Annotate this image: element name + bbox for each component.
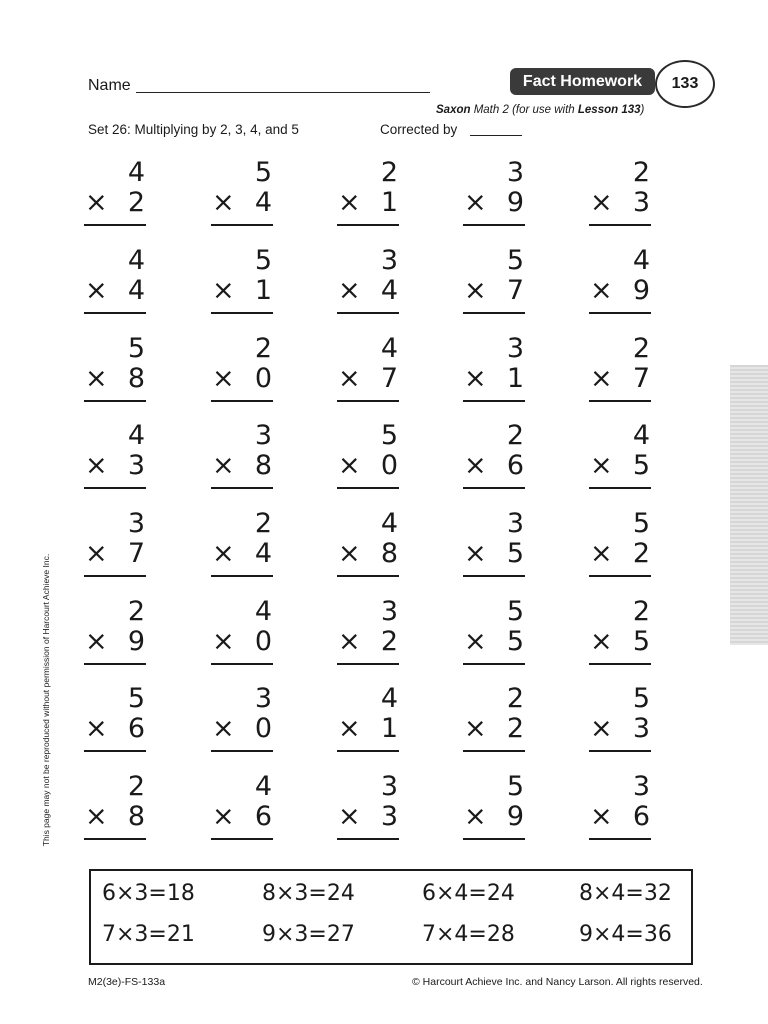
problem (464, 509, 524, 589)
problem (338, 246, 398, 326)
times-sign: × (85, 626, 108, 657)
multiplicand: 3 (254, 420, 272, 451)
multiplicand: 2 (127, 771, 145, 802)
times-sign: × (212, 275, 235, 306)
multiplicand: 3 (506, 333, 524, 364)
multiplicand: 3 (380, 596, 398, 627)
multiplicand: 5 (506, 596, 524, 627)
multiplicand: 5 (254, 157, 272, 188)
problem (212, 772, 272, 852)
problem (212, 421, 272, 501)
multiplicand: 2 (254, 508, 272, 539)
times-sign: × (590, 363, 613, 394)
multiplier: 6 (254, 801, 272, 832)
answer-line[interactable] (463, 224, 525, 226)
multiplicand: 5 (506, 245, 524, 276)
times-sign: × (464, 450, 487, 481)
multiplicand: 3 (127, 508, 145, 539)
multiplier: 5 (506, 538, 524, 569)
fact-item: 6×4=24 (422, 881, 515, 906)
times-sign: × (590, 275, 613, 306)
multiplier: 9 (506, 801, 524, 832)
problem (590, 334, 650, 414)
multiplier: 5 (632, 450, 650, 481)
multiplicand: 4 (632, 420, 650, 451)
multiplicand: 4 (380, 508, 398, 539)
multiplicand: 5 (632, 508, 650, 539)
problem (212, 158, 272, 238)
multiplier: 7 (506, 275, 524, 306)
answer-line[interactable] (84, 575, 146, 577)
answer-line[interactable] (84, 663, 146, 665)
answer-line[interactable] (84, 750, 146, 752)
answer-line[interactable] (589, 312, 651, 314)
answer-line[interactable] (589, 487, 651, 489)
times-sign: × (464, 187, 487, 218)
times-sign: × (590, 450, 613, 481)
multiplier: 7 (127, 538, 145, 569)
multiplicand: 5 (254, 245, 272, 276)
name-field-line[interactable] (136, 92, 430, 93)
multiplicand: 4 (254, 596, 272, 627)
answer-line[interactable] (589, 400, 651, 402)
problem (338, 509, 398, 589)
times-sign: × (212, 538, 235, 569)
answer-line[interactable] (463, 750, 525, 752)
problem (464, 334, 524, 414)
copyright-notice: © Harcourt Achieve Inc. and Nancy Larson. All rights reserved. (412, 976, 703, 988)
multiplier: 7 (632, 363, 650, 394)
problem (464, 597, 524, 677)
multiplier: 3 (632, 187, 650, 218)
multiplier: 7 (380, 363, 398, 394)
times-sign: × (464, 713, 487, 744)
problem (464, 421, 524, 501)
answer-line[interactable] (211, 487, 273, 489)
reproduction-notice: This page may not be reproduced without permission of Harcourt Achieve Inc. (41, 553, 51, 847)
fact-item: 8×4=32 (579, 881, 672, 906)
multiplicand: 2 (254, 333, 272, 364)
times-sign: × (85, 538, 108, 569)
multiplier: 5 (506, 626, 524, 657)
problem (85, 334, 145, 414)
times-sign: × (464, 538, 487, 569)
fact-item: 7×4=28 (422, 922, 515, 947)
times-sign: × (464, 275, 487, 306)
problem (212, 509, 272, 589)
subtitle-brand: Saxon (436, 104, 471, 116)
answer-line[interactable] (211, 750, 273, 752)
problem (590, 597, 650, 677)
times-sign: × (590, 538, 613, 569)
answer-line[interactable] (337, 575, 399, 577)
fact-item: 7×3=21 (102, 922, 195, 947)
multiplier: 3 (127, 450, 145, 481)
times-sign: × (338, 713, 361, 744)
fact-item: 9×3=27 (262, 922, 355, 947)
multiplicand: 4 (632, 245, 650, 276)
problem (85, 772, 145, 852)
times-sign: × (85, 187, 108, 218)
answer-line[interactable] (463, 575, 525, 577)
multiplier: 2 (632, 538, 650, 569)
problem (212, 597, 272, 677)
answer-line[interactable] (463, 838, 525, 840)
times-sign: × (212, 626, 235, 657)
multiplicand: 2 (127, 596, 145, 627)
answer-line[interactable] (463, 663, 525, 665)
multiplier: 8 (127, 363, 145, 394)
multiplier: 1 (254, 275, 272, 306)
name-label: Name (88, 77, 131, 94)
times-sign: × (338, 801, 361, 832)
multiplier: 9 (632, 275, 650, 306)
answer-line[interactable] (589, 750, 651, 752)
answer-line[interactable] (84, 312, 146, 314)
fact-item: 8×3=24 (262, 881, 355, 906)
subtitle (436, 104, 644, 116)
answer-line[interactable] (589, 838, 651, 840)
answer-line[interactable] (211, 400, 273, 402)
multiplier: 8 (380, 538, 398, 569)
times-sign: × (590, 187, 613, 218)
times-sign: × (338, 538, 361, 569)
multiplicand: 3 (380, 771, 398, 802)
multiplicand: 4 (127, 157, 145, 188)
times-sign: × (464, 363, 487, 394)
times-sign: × (338, 275, 361, 306)
multiplier: 2 (380, 626, 398, 657)
multiplicand: 3 (254, 683, 272, 714)
multiplier: 8 (127, 801, 145, 832)
times-sign: × (85, 450, 108, 481)
problem (590, 158, 650, 238)
multiplier: 4 (127, 275, 145, 306)
answer-line[interactable] (337, 663, 399, 665)
corrected-by-label: Corrected by (380, 122, 458, 137)
times-sign: × (338, 187, 361, 218)
fact-item: 6×3=18 (102, 881, 195, 906)
problem (85, 684, 145, 764)
multiplier: 4 (254, 538, 272, 569)
multiplier: 1 (380, 713, 398, 744)
multiplier: 6 (506, 450, 524, 481)
problem (590, 509, 650, 589)
multiplicand: 3 (632, 771, 650, 802)
multiplicand: 5 (632, 683, 650, 714)
times-sign: × (464, 626, 487, 657)
problem (464, 158, 524, 238)
answer-line[interactable] (84, 487, 146, 489)
answer-line[interactable] (337, 838, 399, 840)
problem (338, 421, 398, 501)
problem (212, 246, 272, 326)
multiplier: 0 (254, 713, 272, 744)
problem (212, 334, 272, 414)
problem (464, 246, 524, 326)
times-sign: × (85, 363, 108, 394)
answer-line[interactable] (211, 224, 273, 226)
multiplicand: 2 (380, 157, 398, 188)
multiplier: 6 (632, 801, 650, 832)
multiplicand: 4 (380, 683, 398, 714)
answer-line[interactable] (463, 400, 525, 402)
times-sign: × (212, 801, 235, 832)
answer-line[interactable] (337, 224, 399, 226)
multiplier: 2 (506, 713, 524, 744)
scan-edge-bar (730, 365, 768, 645)
multiplicand: 2 (632, 157, 650, 188)
answer-line[interactable] (337, 750, 399, 752)
multiplicand: 5 (380, 420, 398, 451)
worksheet-code: M2(3e)-FS-133a (88, 976, 166, 988)
answer-line[interactable] (589, 575, 651, 577)
multiplicand: 3 (506, 508, 524, 539)
answer-line[interactable] (211, 838, 273, 840)
multiplier: 0 (254, 363, 272, 394)
lesson-number-badge: 133 (655, 60, 715, 108)
problem (464, 684, 524, 764)
times-sign: × (464, 801, 487, 832)
problem (338, 334, 398, 414)
multiplicand: 4 (380, 333, 398, 364)
multiplicand: 5 (127, 683, 145, 714)
multiplier: 1 (380, 187, 398, 218)
answer-line[interactable] (337, 312, 399, 314)
multiplicand: 2 (632, 333, 650, 364)
problem (590, 246, 650, 326)
times-sign: × (590, 801, 613, 832)
problem (85, 509, 145, 589)
multiplier: 9 (127, 626, 145, 657)
multiplier: 3 (632, 713, 650, 744)
answer-line[interactable] (211, 312, 273, 314)
answer-line[interactable] (463, 312, 525, 314)
times-sign: × (85, 801, 108, 832)
set-label: Set 26: Multiplying by 2, 3, 4, and 5 (88, 122, 299, 137)
problem (85, 597, 145, 677)
subtitle-middle: Math 2 (for use with (470, 104, 578, 116)
answer-line[interactable] (589, 663, 651, 665)
problem (85, 421, 145, 501)
multiplicand: 2 (506, 420, 524, 451)
times-sign: × (212, 713, 235, 744)
multiplicand: 3 (506, 157, 524, 188)
answer-line[interactable] (337, 400, 399, 402)
multiplier: 8 (254, 450, 272, 481)
multiplicand: 4 (254, 771, 272, 802)
times-sign: × (590, 713, 613, 744)
problem (590, 421, 650, 501)
multiplier: 2 (127, 187, 145, 218)
multiplicand: 3 (380, 245, 398, 276)
problem (590, 684, 650, 764)
subtitle-end: ) (640, 104, 645, 116)
answer-line[interactable] (84, 838, 146, 840)
subtitle-lesson: Lesson 133 (577, 104, 641, 116)
times-sign: × (338, 363, 361, 394)
problem (590, 772, 650, 852)
multiplicand: 2 (632, 596, 650, 627)
multiplier: 0 (380, 450, 398, 481)
multiplier: 4 (380, 275, 398, 306)
times-sign: × (338, 450, 361, 481)
problem (338, 772, 398, 852)
problem (338, 684, 398, 764)
problem (338, 597, 398, 677)
answer-line[interactable] (211, 575, 273, 577)
problem (338, 158, 398, 238)
multiplier: 1 (506, 363, 524, 394)
multiplicand: 4 (127, 245, 145, 276)
multiplicand: 4 (127, 420, 145, 451)
times-sign: × (212, 450, 235, 481)
multiplier: 5 (632, 626, 650, 657)
answer-line[interactable] (337, 487, 399, 489)
problem (85, 246, 145, 326)
multiplier: 0 (254, 626, 272, 657)
answer-line[interactable] (589, 224, 651, 226)
times-sign: × (85, 713, 108, 744)
problem (85, 158, 145, 238)
answer-line[interactable] (463, 487, 525, 489)
multiplier: 4 (254, 187, 272, 218)
multiplicand: 2 (506, 683, 524, 714)
fact-homework-badge: Fact Homework (510, 68, 655, 95)
times-sign: × (212, 187, 235, 218)
times-sign: × (212, 363, 235, 394)
answer-line[interactable] (211, 663, 273, 665)
multiplicand: 5 (506, 771, 524, 802)
multiplier: 3 (380, 801, 398, 832)
times-sign: × (85, 275, 108, 306)
multiplicand: 5 (127, 333, 145, 364)
fact-item: 9×4=36 (579, 922, 672, 947)
corrected-by-line[interactable] (470, 135, 522, 136)
answer-line[interactable] (84, 224, 146, 226)
times-sign: × (590, 626, 613, 657)
problem (212, 684, 272, 764)
answer-line[interactable] (84, 400, 146, 402)
multiplier: 9 (506, 187, 524, 218)
problem (464, 772, 524, 852)
times-sign: × (338, 626, 361, 657)
multiplier: 6 (127, 713, 145, 744)
